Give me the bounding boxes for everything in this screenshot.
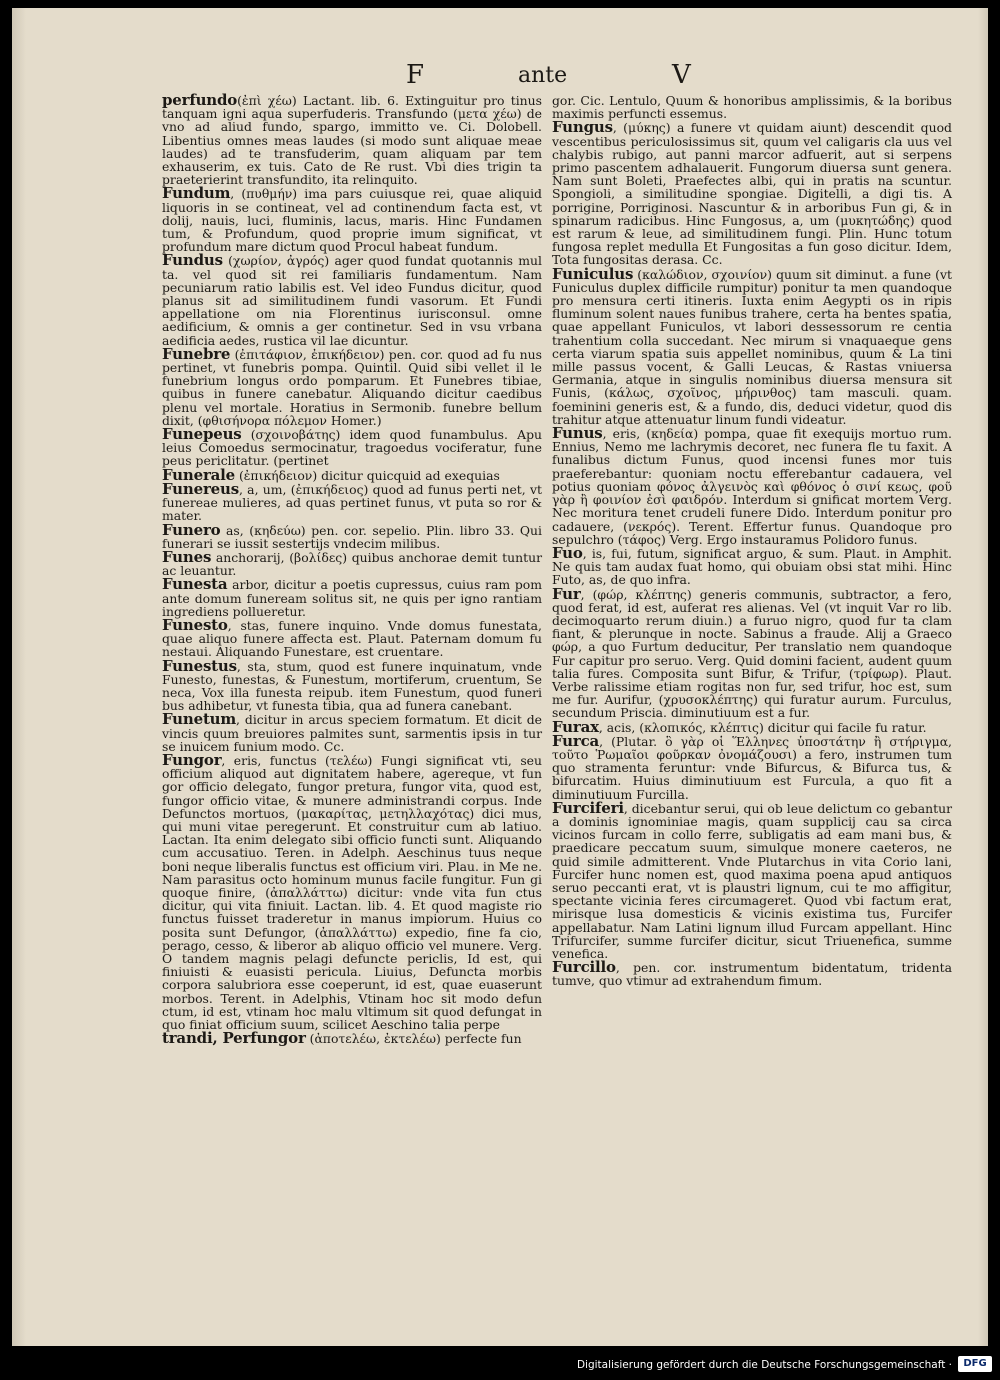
entry-text: , sta, stum, quod est funere inquinatum, vnde Funesto, funestas, & Funestum, mortiferum, cruentum, Se neca, Vox illa funesta reipub. item Funestum, quod funeri bus adhibetur, vt funesta tibia, qua ad funera canebant. bbox=[162, 658, 542, 714]
entry-headword: Funesta bbox=[162, 575, 228, 594]
dictionary-entry bbox=[552, 424, 952, 547]
dictionary-entry bbox=[162, 91, 542, 188]
entry-headword: Funereus bbox=[162, 479, 239, 498]
entry-text: (ἀποτελέω, ἐκτελέω) perfecte fun bbox=[305, 1031, 522, 1047]
entry-text: gor. Cic. Lentulo, Quum & honoribus amplissimis, & la boribus maximis perfuncti essemus. bbox=[552, 93, 952, 122]
entry-text: (σχοινοβάτης) idem quod funambulus. Apu leius Comoedus sermocinatur, tragoedus vociferatur, fune peus periclitatur. (pertinet bbox=[162, 427, 542, 469]
entry-headword: Fungus bbox=[552, 118, 613, 137]
dictionary-entry bbox=[162, 479, 542, 524]
dictionary-entry bbox=[552, 798, 952, 961]
dictionary-entry bbox=[552, 958, 952, 989]
entry-headword: Fuo bbox=[552, 543, 583, 562]
entry-text: (ἐπὶ χέω) Lactant. lib. 6. Extinguitur pro tinus tanquam igni aqua superfuderis. Transfundo (μετα χέω) de vno ad aliud fundo, spargo, immitto ve. Ci. Dolobell. Libentius omnes meas laudes (si modo sunt aliquae meae laudes) ad te transfuderim, quam aliquam par tem exhauserim, ex tuis. Cato de Re rust. Vbi dies trigin ta praeterierint transfundito, ita relinquito. bbox=[162, 93, 542, 188]
entry-text: , (πυθμήν) ima pars cuiusque rei, quae aliquid liquoris in se contineat, vel ad continendum facta est, vt dolij, nauis, luci, fluminis, lacus, maris. Hinc Fundamen tum, & Profundum, quod proprie imum significat, vt profundum mare dictum quod Procul habeat fundum. bbox=[162, 186, 542, 255]
entry-headword: Funetum bbox=[162, 710, 237, 729]
entry-text: , (Plutar. ὃ γὰρ οἱ Ἕλληνες ὑποστάτην ἢ στήριγμα, τοῦτο Ῥωμαῖοι φοῦρκαν ὀνομάζουσι) a fero, instrumen tum quo stramenta feruntur: vnde Bifurcus, & Bifurca tus, & bifurcatim. Huius diminutiuum est Furcula, a quo fit a diminutiuum Furcilla. bbox=[552, 733, 952, 802]
entry-headword: Fundum bbox=[162, 184, 231, 203]
entry-text: , eris, (κηδεία) pompa, quae fit exequijs mortuo rum. Ennius, Nemo me lachrymis decoret, nec funera fle tu faxit. A funalibus dictum Funus, quod incensi funes mor tuis praeferebantur: quoniam noctu efferebantur cadauera, vel potius quoniam φόνος ἀλγεινὸς καὶ φθόνος ὁ σινί κεως, φοῦ γὰρ ἢ φοινίον ἐσὶ φαιδρόν. Interdum si gnificat mortem Verg. Nec moritura tenet crudeli funere Dido. Interdum ponitur pro cadauere, (νεκρός). Terent. Effertur funus. Quandoque pro sepulchro (τάφος) Verg. Ergo instauramus Polidoro funus. bbox=[552, 426, 952, 547]
entry-text: , acis, (κλοπικός, κλέπτις) dicitur qui facile fu ratur. bbox=[598, 719, 927, 735]
dictionary-entry bbox=[162, 710, 542, 754]
dictionary-entry bbox=[162, 656, 542, 714]
running-header bbox=[12, 60, 988, 94]
page-gutter-shadow bbox=[12, 8, 26, 1346]
entry-headword: trandi, Perfungor bbox=[162, 1029, 306, 1048]
entry-text: , (μύκης) a funere vt quidam aiunt) descendit quod vescentibus periculosissimus sit, quum vel caligaris cla uus vel chalybis rubigo, aut panni marcor adfuerit, aut si serpens primo pascentem adhalauerit. Fungorum diuersa sunt genera. Nam sunt Boleti, Praefectes albi, qui in pratis na scuntur. Spongioli, a similitudine spongiae. Digitelli, a digi tis. A porrigine, Porriginosi. Nascuntur & in arboribus Fun gi, & in spinarum radicibus. Hinc Fungosus, a, um (μυκητώδης) quod est rarum & leue, ad similitudinem fungi. Plin. Hunc totum fungosa replet medulla Et Fungositas a fun goso dicitur. Idem, Tota fungositas derasa. Cc. bbox=[552, 120, 952, 268]
dictionary-entry bbox=[552, 584, 952, 721]
header-center-word: ante bbox=[518, 63, 568, 88]
dictionary-entry bbox=[552, 94, 952, 120]
entry-text: as, (κηδεύω) pen. cor. sepelio. Plin. libro 33. Qui funerari se iussit sestertijs vndecim milibus. bbox=[162, 522, 542, 551]
left-column bbox=[162, 91, 543, 1048]
dictionary-entry bbox=[162, 251, 542, 348]
entry-headword: Furca bbox=[552, 731, 600, 750]
entry-headword: perfundo bbox=[162, 91, 238, 109]
dictionary-entry bbox=[162, 344, 542, 428]
dictionary-entry bbox=[162, 425, 542, 469]
entry-headword: Furcillo bbox=[552, 958, 616, 977]
entry-headword: Furax bbox=[552, 717, 599, 736]
page-edge-shadow bbox=[978, 8, 988, 1346]
entry-headword: Funepeus bbox=[162, 425, 242, 444]
dictionary-entry bbox=[162, 547, 542, 579]
dictionary-entry bbox=[552, 118, 952, 268]
entry-text: , is, fui, futum, significat arguo, & sum. Plaut. in Amphit. Ne quis tam audax fuat homo, qui obuiam obsi stat mihi. Hinc Futo, as, de quo infra. bbox=[552, 545, 952, 588]
entry-text: , a, um, (ἐπικήδειος) quod ad funus perti net, vt funereae mulieres, ad quas pertinet funus, vt puta so ror & mater. bbox=[162, 481, 542, 524]
entry-text: (καλώδιον, σχοινίον) quum sit diminut. a fune (vt Funiculus duplex difficile rumpitur) ponitur ta men quandoque pro mensura certi itineris. Iuxta enim Aegypti os in ripis fluminum solent naues funibus trahere, certa ha bentes spatia, quae appellant Funiculos, vt labori dessessorum re centia trahentium colla succedant. Nec mirum si vnaquaeque gens certa viarum spatia suis appellet nominibus, quum & La tini mille passus vocent, & Galli Leucas, & Rastas vniuersa Germania, atque in singulis nominibus diuersa mensura sit Funis, (κάλως, σχοῖνος, μήρινθος) tam masculi. quam. foeminini generis est, & a fundo, dis, deduci videtur, quod dis trahitur atque attenuatur linum fundi videatur. bbox=[552, 266, 952, 427]
entry-headword: Fur bbox=[552, 584, 581, 603]
dictionary-entry bbox=[162, 750, 543, 1033]
entry-text: arbor, dicitur a poetis cupressus, cuius ram pom ante domum funeream solitus sit, ne quis per igno rantiam ingrediens pollueretur. bbox=[162, 577, 542, 619]
entry-headword: Funerale bbox=[162, 465, 236, 484]
scanned-page bbox=[12, 8, 988, 1346]
footer-bar bbox=[0, 1348, 1000, 1380]
dfg-logo: DFG bbox=[958, 1356, 992, 1372]
entry-text: , (φώρ, κλέπτης) generis communis, subtractor, a fero, quod ferat, id est, auferat res alienas. Vel (vt inquit Var ro lib. decimoquarto rerum diuin.) a furuo nigro, quod fur ta clam fiant, & plerunque in nocte. Sabinus a fraude. Alij a Graeco φώρ, a quo Furtum deducitur, Per translatio nem quandoque Fur capitur pro seruo. Verg. Quid domini facient, audent quum talia fures. Composita sunt Bifur, & Trifur, (τρίφωρ). Plaut. Verbe ralissime etiam rogitas non fur, sed trifur, hoc est, sum me fur. Aurifur, (χρυσοκλέπτης) qui furatur aurum. Furculus, secundum Priscia. diminutiuum est a fur. bbox=[552, 586, 952, 721]
entry-text: , stas, funere inquino. Vnde domus funestata, quae aliquo funere affecta est. Plaut. Paternam domum fu nestaui. Aliquando Funestare, est cruentare. bbox=[162, 617, 542, 660]
entry-text: (ἐπιτάφιον, ἐπικήδειον) pen. cor. quod ad fu nus pertinet, vt funebris pompa. Quintil. Quid sibi vellet il le funebrium longus ordo pomparum. Et Funebres tibiae, quibus in funere canebatur. Aliquando dicitur caedibus plenu vel mortale. Horatius in Sermonib. funebre bellum dixit, (φθισήνορα πόλεμον Homer.) bbox=[162, 346, 542, 428]
entry-headword: Funesto bbox=[162, 615, 228, 634]
entry-headword: Furciferi bbox=[552, 798, 624, 817]
entry-headword: Funestus bbox=[162, 656, 237, 675]
entry-headword: Fungor bbox=[162, 750, 222, 769]
entry-text: , eris, functus (τελέω) Fungi significat vti, seu officium aliquod aut dignitatem habere, agereque, vt fun gor officio delegato, fungor pretura, fungor vita, quod est, fungor officio vitae, & munere administrandi corpus. Inde Defunctos mortuos, (μακαρίτας, μετηλλαχότας) dici mus, qui muni vitae peregerunt. Et construitur cum ab latiuo. Lactan. Ita enim delegato sibi officio functi sunt. Aliquando cum accusatiuo. Teren. in Adelph. Aeschinus tuus neque boni neque liberalis functus est officium viri. Plau. in Me ne. Nam parasitus octo hominum munus facile fungitur. Fun gi quoque finire, (ἀπαλλάττω) dicitur: vnde vita fun ctus dicitur, qui vita finiuit. Lactan. lib. 4. Et quod magiste rio functus fuisset traderetur in manus impiorum. Huius co posita sunt Defungor, (ἀπαλλάττω) expedio, fine fa cio, perago, cesso, & liberor ab aliquo officio vel munere. Verg. O tandem magnis pelagi defuncte periclis, Id est, qui finiuisti & euasisti pericula. Liuius, Defuncta morbis corpora salubriora esse coeperunt, id est, quae euaserunt morbos. Terent. in Adelphis, Vtinam hoc sit modo defun ctum, id est, vtinam hoc malu vltimum sit quod defungat in quo finiat officium suum, scilicet Aeschino talia perpe bbox=[162, 752, 543, 1033]
header-left-letter: F bbox=[406, 60, 425, 90]
entry-headword: Funes bbox=[162, 547, 212, 566]
entry-headword: Funebre bbox=[162, 344, 231, 363]
funding-credit: Digitalisierung gefördert durch die Deutsche Forschungsgemeinschaft · bbox=[576, 1359, 952, 1371]
entry-text: (ἐπικήδειον) dicitur quicquid ad exequias bbox=[235, 467, 500, 483]
entry-text: , dicebantur serui, qui ob leue delictum co gebantur a dominis ignominiae magis, quam supplicij cau sa circa vicinos furcam in collo ferre, subligatis ad eam mani bus, & praedicare peccatum suum, simulque monere caeteros, ne quid simile admitterent. Vnde Plutarchus in vita Corio lani, Furcifer hunc nomen est, quod maxima poena apud antiquos seruo peccanti erat, vt is plaustri lignum, cui te mo affigitur, spectante vicinia feres circumageret. Quod vbi factum erat, mirisque lusa domesticis & vicinis existima tus, Furcifer appellabatur. Nam Latini lignum illud Furcam appellant. Hinc Trifurcifer, summe furcifer dicitur, sicut Triuenefica, summe venefica. bbox=[552, 800, 952, 961]
right-column bbox=[552, 94, 952, 989]
entry-text: , pen. cor. instrumentum bidentatum, tridenta tumve, quo vtimur ad extrahendum fimum. bbox=[552, 960, 952, 989]
entry-headword: Funus bbox=[552, 424, 603, 443]
dictionary-entry bbox=[162, 575, 542, 619]
dictionary-entry bbox=[162, 615, 542, 660]
dictionary-entry bbox=[552, 731, 952, 802]
dictionary-entry bbox=[162, 1029, 542, 1048]
entry-headword: Funiculus bbox=[552, 264, 634, 283]
dictionary-entry bbox=[552, 264, 952, 427]
entry-headword: Fundus bbox=[162, 251, 223, 270]
dictionary-entry bbox=[552, 543, 952, 588]
entry-text: anchorarij, (βολίδες) quibus anchorae demit tuntur ac leuantur. bbox=[162, 549, 542, 579]
entry-text: , dicitur in arcus speciem formatum. Et dicit de vincis quum breuiores palmites sunt, sarmentis ipsis in tur se inuicem funium modo. Cc. bbox=[162, 712, 542, 754]
dictionary-entry bbox=[162, 184, 542, 255]
entry-headword: Funero bbox=[162, 520, 221, 539]
header-right-letter: V bbox=[672, 60, 691, 90]
dictionary-entry bbox=[162, 520, 542, 551]
dictionary-entry bbox=[552, 717, 952, 736]
entry-text: (χωρίον, ἀγρός) ager quod fundat quotannis mul ta. vel quod sit rei familiaris fundamentum. Nam pecuniarum ratio labilis est. Vel ideo Fundus dicitur, quod planus sit ad similitudinem fundi vasorum. Et Fundi appellatione om nia Florentinus iurisconsul. omne aedificium, & omnis a ger continetur. Sed in vsu vrbana aedificia aedes, rustica vil lae dicuntur. bbox=[162, 253, 542, 348]
